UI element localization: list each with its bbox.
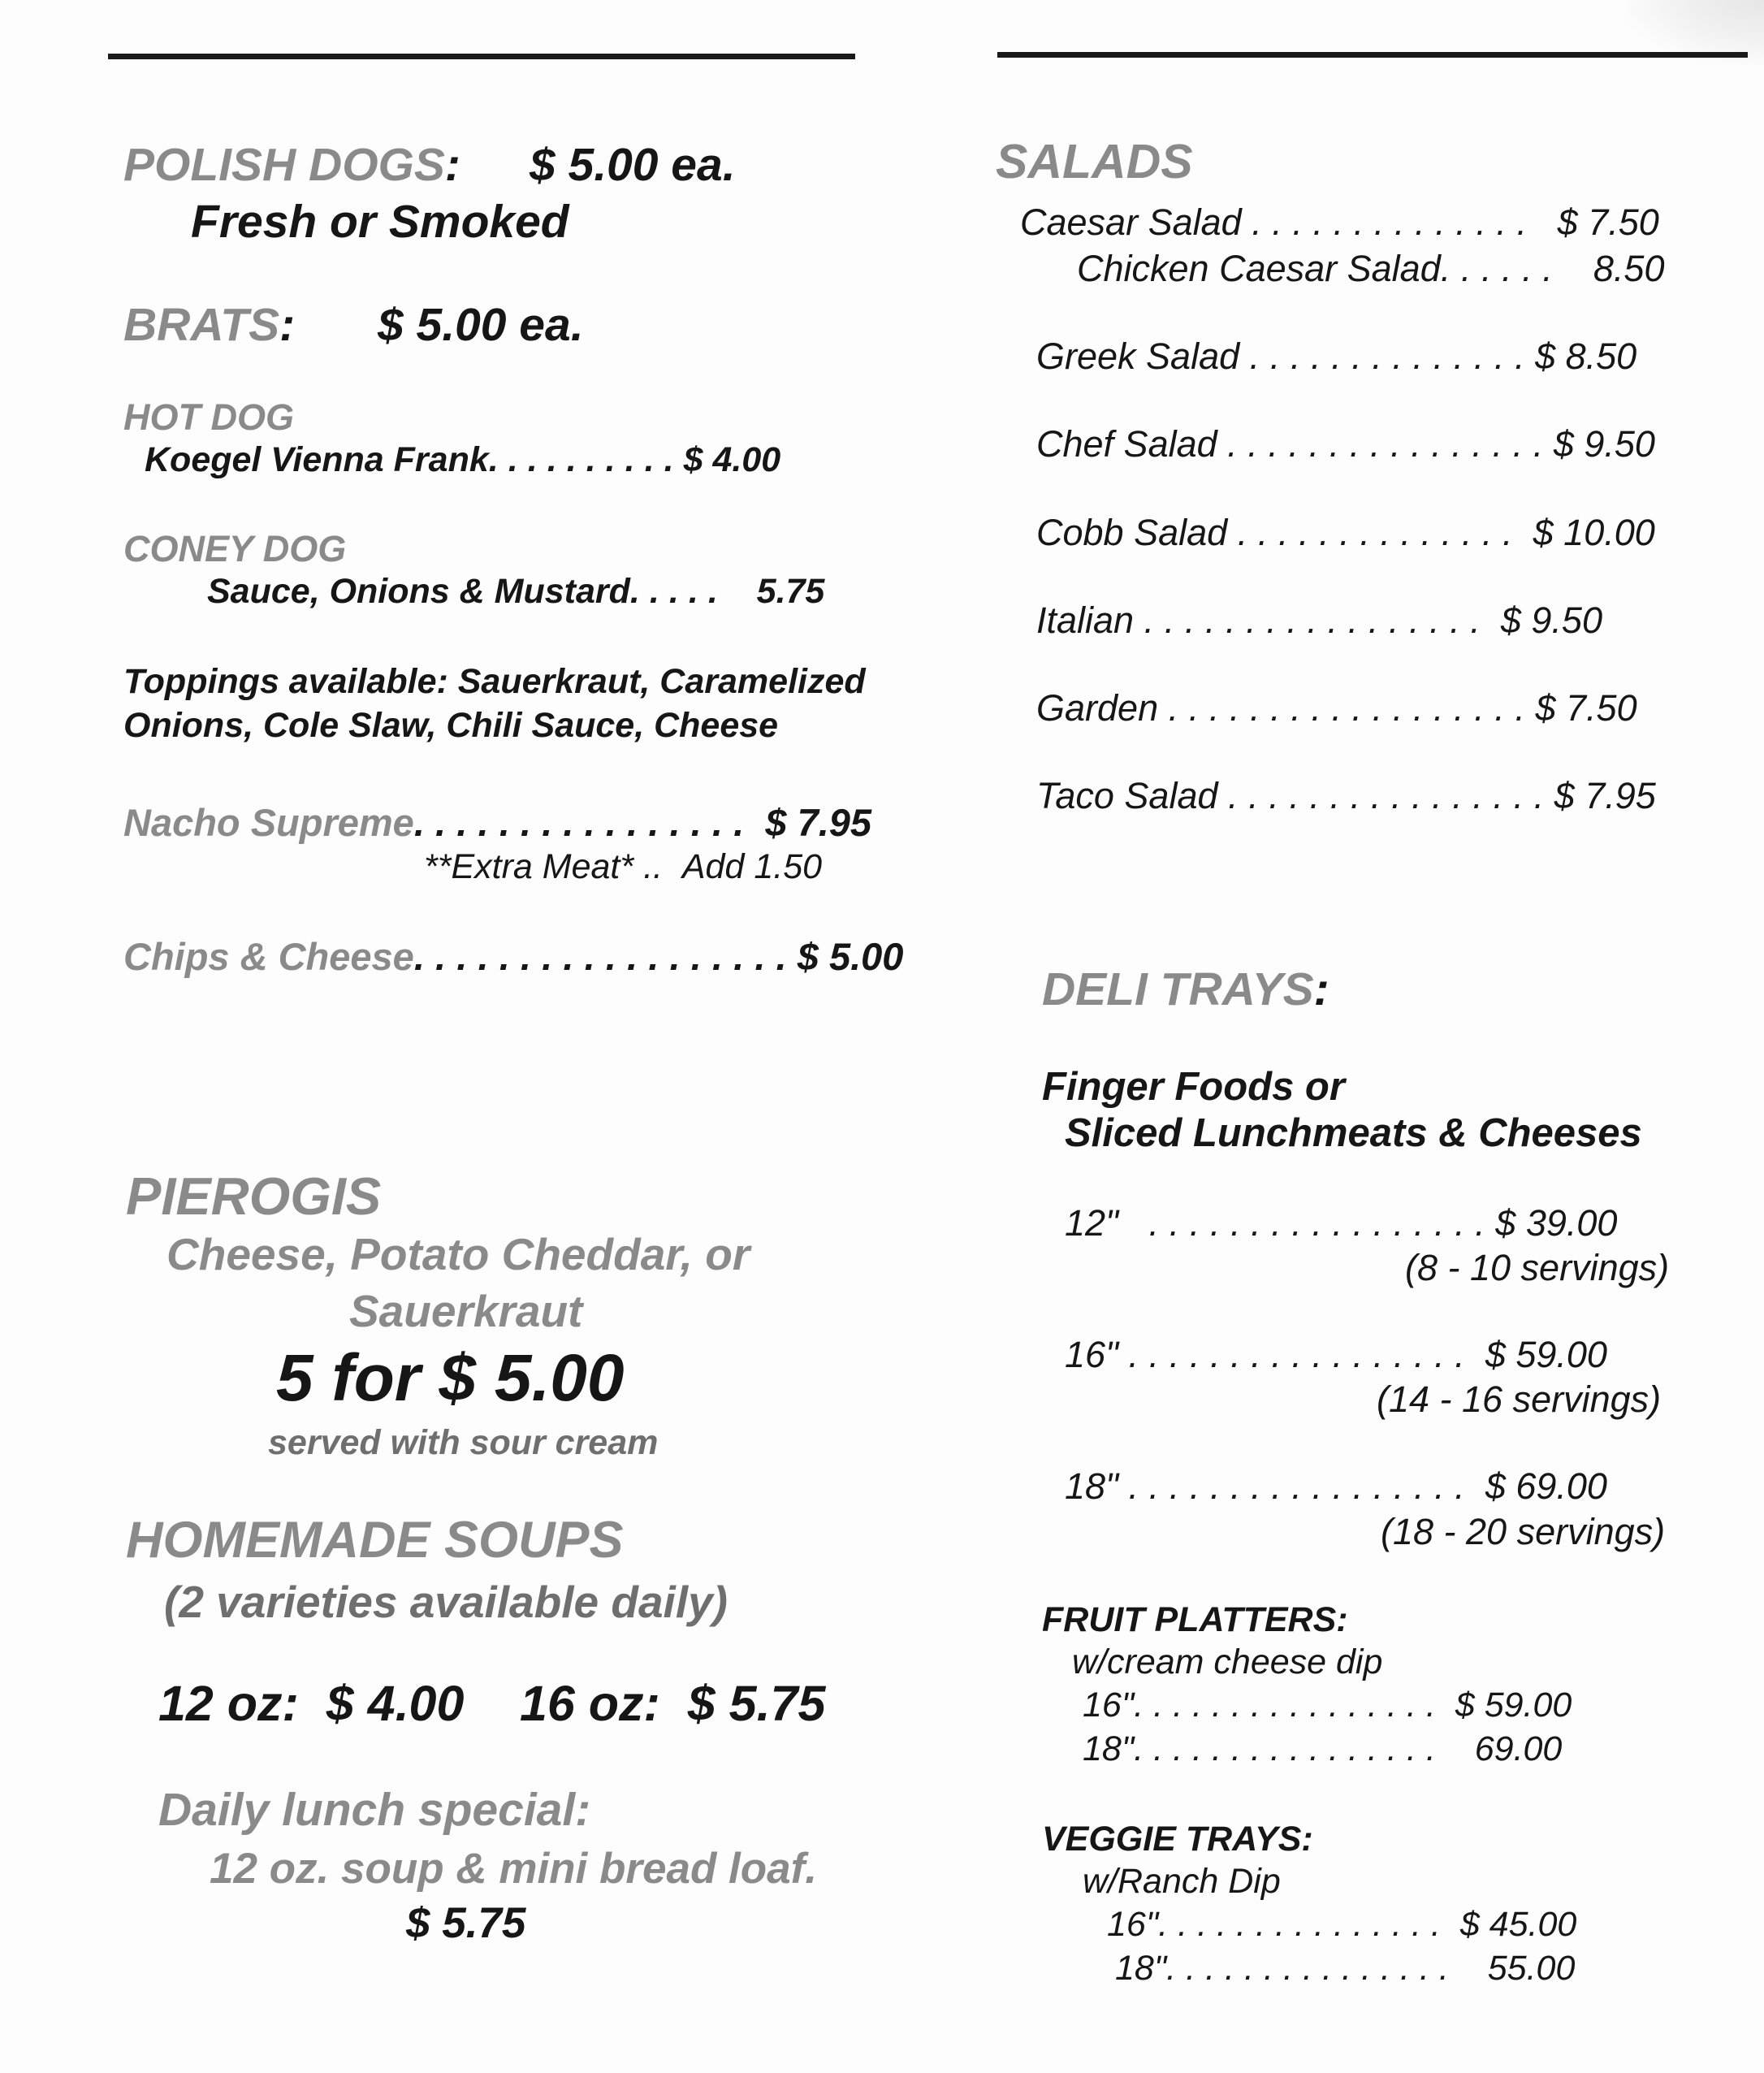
salad-item-caesar: Caesar Salad .............. $ 7.50 bbox=[1020, 201, 1659, 243]
soups-sub: (2 varieties available daily) bbox=[164, 1577, 728, 1627]
soups-size-16: 16 oz: $ 5.75 bbox=[520, 1676, 826, 1731]
veggie-trays-heading: VEGGIE TRAYS: bbox=[1042, 1820, 1313, 1859]
veggie-tray-18: 18"............... 55.00 bbox=[1115, 1949, 1576, 1988]
deli-tray-16: 16" ................. $ 59.00 bbox=[1065, 1334, 1607, 1375]
fruit-platter-16: 16"................ $ 59.00 bbox=[1083, 1686, 1572, 1725]
veggie-tray-16: 16"............... $ 45.00 bbox=[1107, 1905, 1577, 1944]
coney-dog-heading: CONEY DOG bbox=[123, 528, 347, 569]
polish-dogs-sub: Fresh or Smoked bbox=[191, 196, 569, 248]
hot-dog-item: Koegel Vienna Frank..........$ 4.00 bbox=[145, 440, 781, 479]
salad-item-greek: Greek Salad ..............$ 8.50 bbox=[1036, 335, 1637, 377]
hot-dog-heading: HOT DOG bbox=[123, 396, 294, 438]
right-top-rule bbox=[997, 52, 1748, 58]
pierogis-price: 5 for $ 5.00 bbox=[276, 1341, 625, 1415]
chips-cheese-item: Chips & Cheese..................$ 5.00 bbox=[123, 935, 904, 978]
salad-item-cobb: Cobb Salad .............. $ 10.00 bbox=[1036, 512, 1655, 553]
deli-trays-sub-1: Finger Foods or bbox=[1042, 1065, 1345, 1109]
pierogis-note: served with sour cream bbox=[268, 1423, 659, 1462]
deli-tray-18: 18" ................. $ 69.00 bbox=[1065, 1465, 1607, 1507]
deli-tray-12-servings: (8 - 10 servings) bbox=[1405, 1247, 1670, 1288]
pierogis-line-2: Sauerkraut bbox=[349, 1286, 583, 1336]
lunch-special-heading: Daily lunch special: bbox=[158, 1784, 591, 1836]
brats-heading: BRATS: bbox=[123, 299, 296, 351]
fruit-platters-heading: FRUIT PLATTERS: bbox=[1042, 1600, 1348, 1639]
polish-dogs-heading: POLISH DOGS: bbox=[123, 139, 460, 191]
polish-dogs-price: $ 5.00 ea. bbox=[530, 139, 736, 191]
deli-tray-16-servings: (14 - 16 servings) bbox=[1377, 1378, 1662, 1420]
salad-item-chicken-caesar: Chicken Caesar Salad...... 8.50 bbox=[1077, 248, 1665, 289]
nacho-supreme-item: Nacho Supreme................ $ 7.95 bbox=[123, 801, 872, 844]
salad-item-taco: Taco Salad ................$ 7.95 bbox=[1036, 775, 1656, 816]
fruit-platters-sub: w/cream cheese dip bbox=[1072, 1642, 1383, 1681]
pierogis-heading: PIEROGIS bbox=[126, 1166, 382, 1226]
fruit-platter-18: 18"................ 69.00 bbox=[1083, 1729, 1563, 1768]
deli-trays-sub-2: Sliced Lunchmeats & Cheeses bbox=[1065, 1111, 1642, 1155]
lunch-special-desc: 12 oz. soup & mini bread loaf. bbox=[210, 1845, 818, 1893]
toppings-line-2: Onions, Cole Slaw, Chili Sauce, Cheese bbox=[123, 706, 779, 745]
salads-heading: SALADS bbox=[996, 135, 1193, 188]
nacho-extra-meat: **Extra Meat* .. Add 1.50 bbox=[424, 847, 823, 886]
lunch-special-price: $ 5.75 bbox=[406, 1899, 526, 1947]
soups-size-12: 12 oz: $ 4.00 bbox=[158, 1676, 465, 1731]
deli-tray-12: 12" .................$ 39.00 bbox=[1065, 1202, 1618, 1244]
deli-tray-18-servings: (18 - 20 servings) bbox=[1381, 1511, 1666, 1552]
left-top-rule bbox=[108, 54, 855, 59]
deli-trays-heading: DELI TRAYS: bbox=[1042, 963, 1329, 1015]
coney-dog-item: Sauce, Onions & Mustard..... 5.75 bbox=[207, 572, 825, 611]
salad-item-garden: Garden ..................$ 7.50 bbox=[1036, 687, 1637, 729]
toppings-line-1: Toppings available: Sauerkraut, Caramelized bbox=[123, 662, 866, 701]
brats-price: $ 5.00 ea. bbox=[378, 299, 584, 351]
pierogis-line-1: Cheese, Potato Cheddar, or bbox=[166, 1229, 750, 1279]
veggie-trays-sub: w/Ranch Dip bbox=[1083, 1862, 1281, 1901]
salad-item-chef: Chef Salad ................$ 9.50 bbox=[1036, 423, 1655, 465]
salad-item-italian: Italian ................. $ 9.50 bbox=[1036, 599, 1602, 641]
soups-heading: HOMEMADE SOUPS bbox=[126, 1512, 624, 1569]
